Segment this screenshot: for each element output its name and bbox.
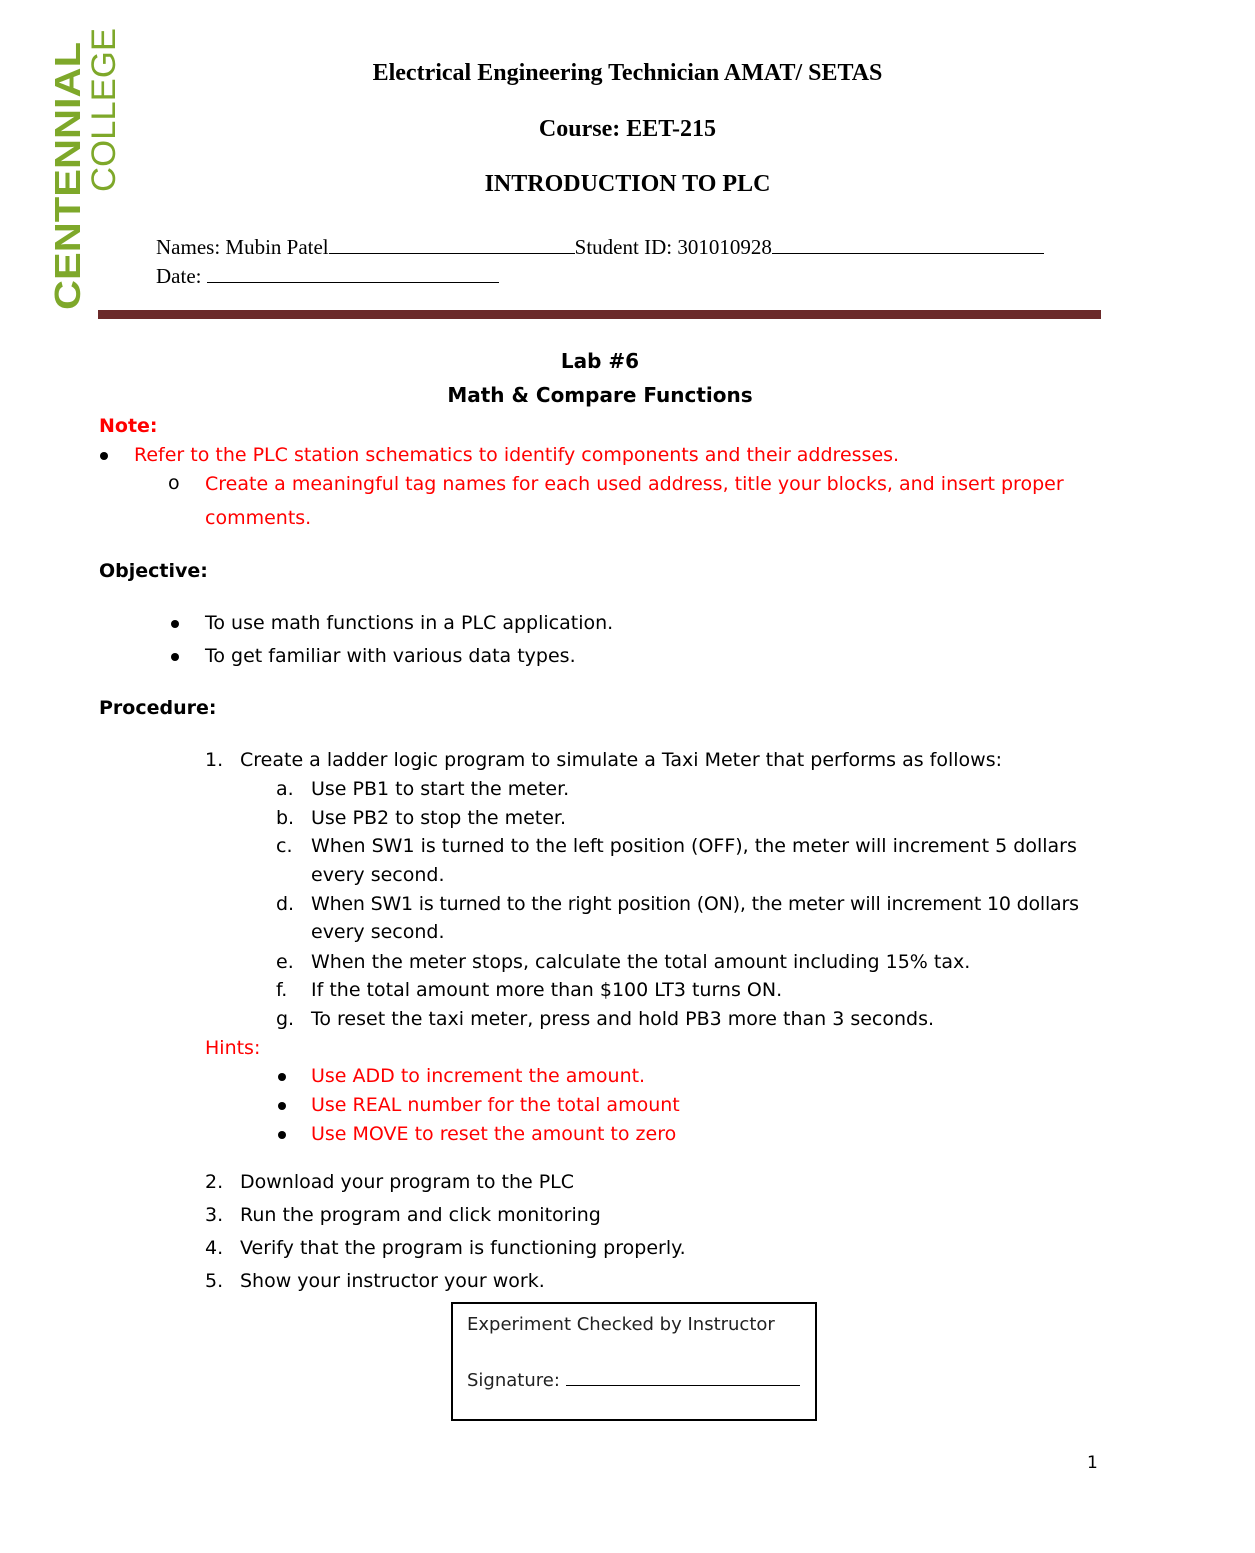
note-bullet-text: Refer to the PLC station schematics to identify components and their addresses.	[134, 444, 900, 466]
bullet-icon	[171, 620, 179, 628]
step-number: 1.	[205, 749, 224, 771]
sub-step-letter: b.	[276, 807, 295, 829]
student-id-label: Student ID: 301010928	[574, 235, 772, 259]
sub-step-text: To reset the taxi meter, press and hold PB3 more than 3 seconds.	[311, 1008, 935, 1030]
step-number: 2.	[205, 1171, 224, 1193]
sub-step-text: Use PB2 to stop the meter.	[311, 807, 567, 829]
sub-step-text: When the meter stops, calculate the total amount including 15% tax.	[311, 951, 971, 973]
step-text: Run the program and click monitoring	[240, 1204, 601, 1226]
sub-step-letter: d.	[276, 893, 295, 915]
note-sub-line1: Create a meaningful tag names for each used address, title your blocks, and insert proper	[205, 473, 1064, 495]
sub-step-letter: g.	[276, 1008, 295, 1030]
signature-line	[566, 1367, 800, 1386]
names-underline	[329, 233, 575, 254]
step-number: 5.	[205, 1270, 224, 1292]
bullet-icon	[278, 1073, 286, 1081]
logo-line-centennial: CENTENNIAL	[47, 78, 88, 310]
date-label: Date:	[156, 264, 207, 288]
step-number: 3.	[205, 1204, 224, 1226]
bullet-icon	[100, 452, 108, 460]
objective-item: To use math functions in a PLC application.	[205, 612, 614, 634]
sub-step-text-continued: every second.	[311, 921, 445, 943]
lab-title: Math & Compare Functions	[447, 383, 753, 407]
header-divider	[98, 310, 1101, 319]
date-row	[156, 262, 499, 289]
sub-step-letter: f.	[276, 979, 288, 1001]
check-box-title: Experiment Checked by Instructor	[467, 1314, 775, 1335]
objective-heading: Objective:	[99, 560, 208, 582]
page-number: 1	[1087, 1453, 1098, 1473]
date-underline	[207, 262, 499, 283]
logo-line-college: COLLEGE	[85, 31, 123, 192]
sub-step-text: When SW1 is turned to the right position (ON), the meter will increment 10 dollars	[311, 893, 1079, 915]
hints-heading: Hints:	[205, 1037, 261, 1059]
sub-step-text: When SW1 is turned to the left position (OFF), the meter will increment 5 dollars	[311, 835, 1077, 857]
sub-step-text: If the total amount more than $100 LT3 turns ON.	[311, 979, 783, 1001]
hint-item: Use REAL number for the total amount	[311, 1094, 680, 1116]
note-sub-line2: comments.	[205, 507, 312, 529]
program-title: Electrical Engineering Technician AMAT/ SETAS	[372, 60, 883, 86]
sub-step-text: Use PB1 to start the meter.	[311, 778, 570, 800]
bullet-icon	[278, 1131, 286, 1139]
note-heading: Note:	[99, 415, 158, 437]
step-text: Create a ladder logic program to simulate a Taxi Meter that performs as follows:	[240, 749, 1003, 771]
hint-item: Use ADD to increment the amount.	[311, 1065, 646, 1087]
names-label: Names: Mubin Patel	[156, 235, 329, 259]
circle-bullet-icon: o	[168, 472, 180, 494]
step-text: Download your program to the PLC	[240, 1171, 575, 1193]
student-id-underline	[772, 233, 1044, 254]
lab-number: Lab #6	[560, 349, 640, 373]
signature-label: Signature:	[467, 1370, 566, 1391]
bullet-icon	[278, 1102, 286, 1110]
sub-step-letter: c.	[276, 835, 293, 857]
step-number: 4.	[205, 1237, 224, 1259]
names-row	[156, 233, 1044, 260]
signature-row	[467, 1367, 800, 1391]
objective-item: To get familiar with various data types.	[205, 645, 576, 667]
sub-step-text-continued: every second.	[311, 864, 445, 886]
course-title: INTRODUCTION TO PLC	[484, 171, 771, 197]
sub-step-letter: a.	[276, 778, 294, 800]
hint-item: Use MOVE to reset the amount to zero	[311, 1123, 677, 1145]
bullet-icon	[171, 653, 179, 661]
instructor-check-box	[451, 1302, 817, 1421]
procedure-heading: Procedure:	[99, 697, 217, 719]
step-text: Verify that the program is functioning properly.	[240, 1237, 686, 1259]
course-code: Course: EET-215	[538, 116, 717, 142]
step-text: Show your instructor your work.	[240, 1270, 545, 1292]
sub-step-letter: e.	[276, 951, 294, 973]
